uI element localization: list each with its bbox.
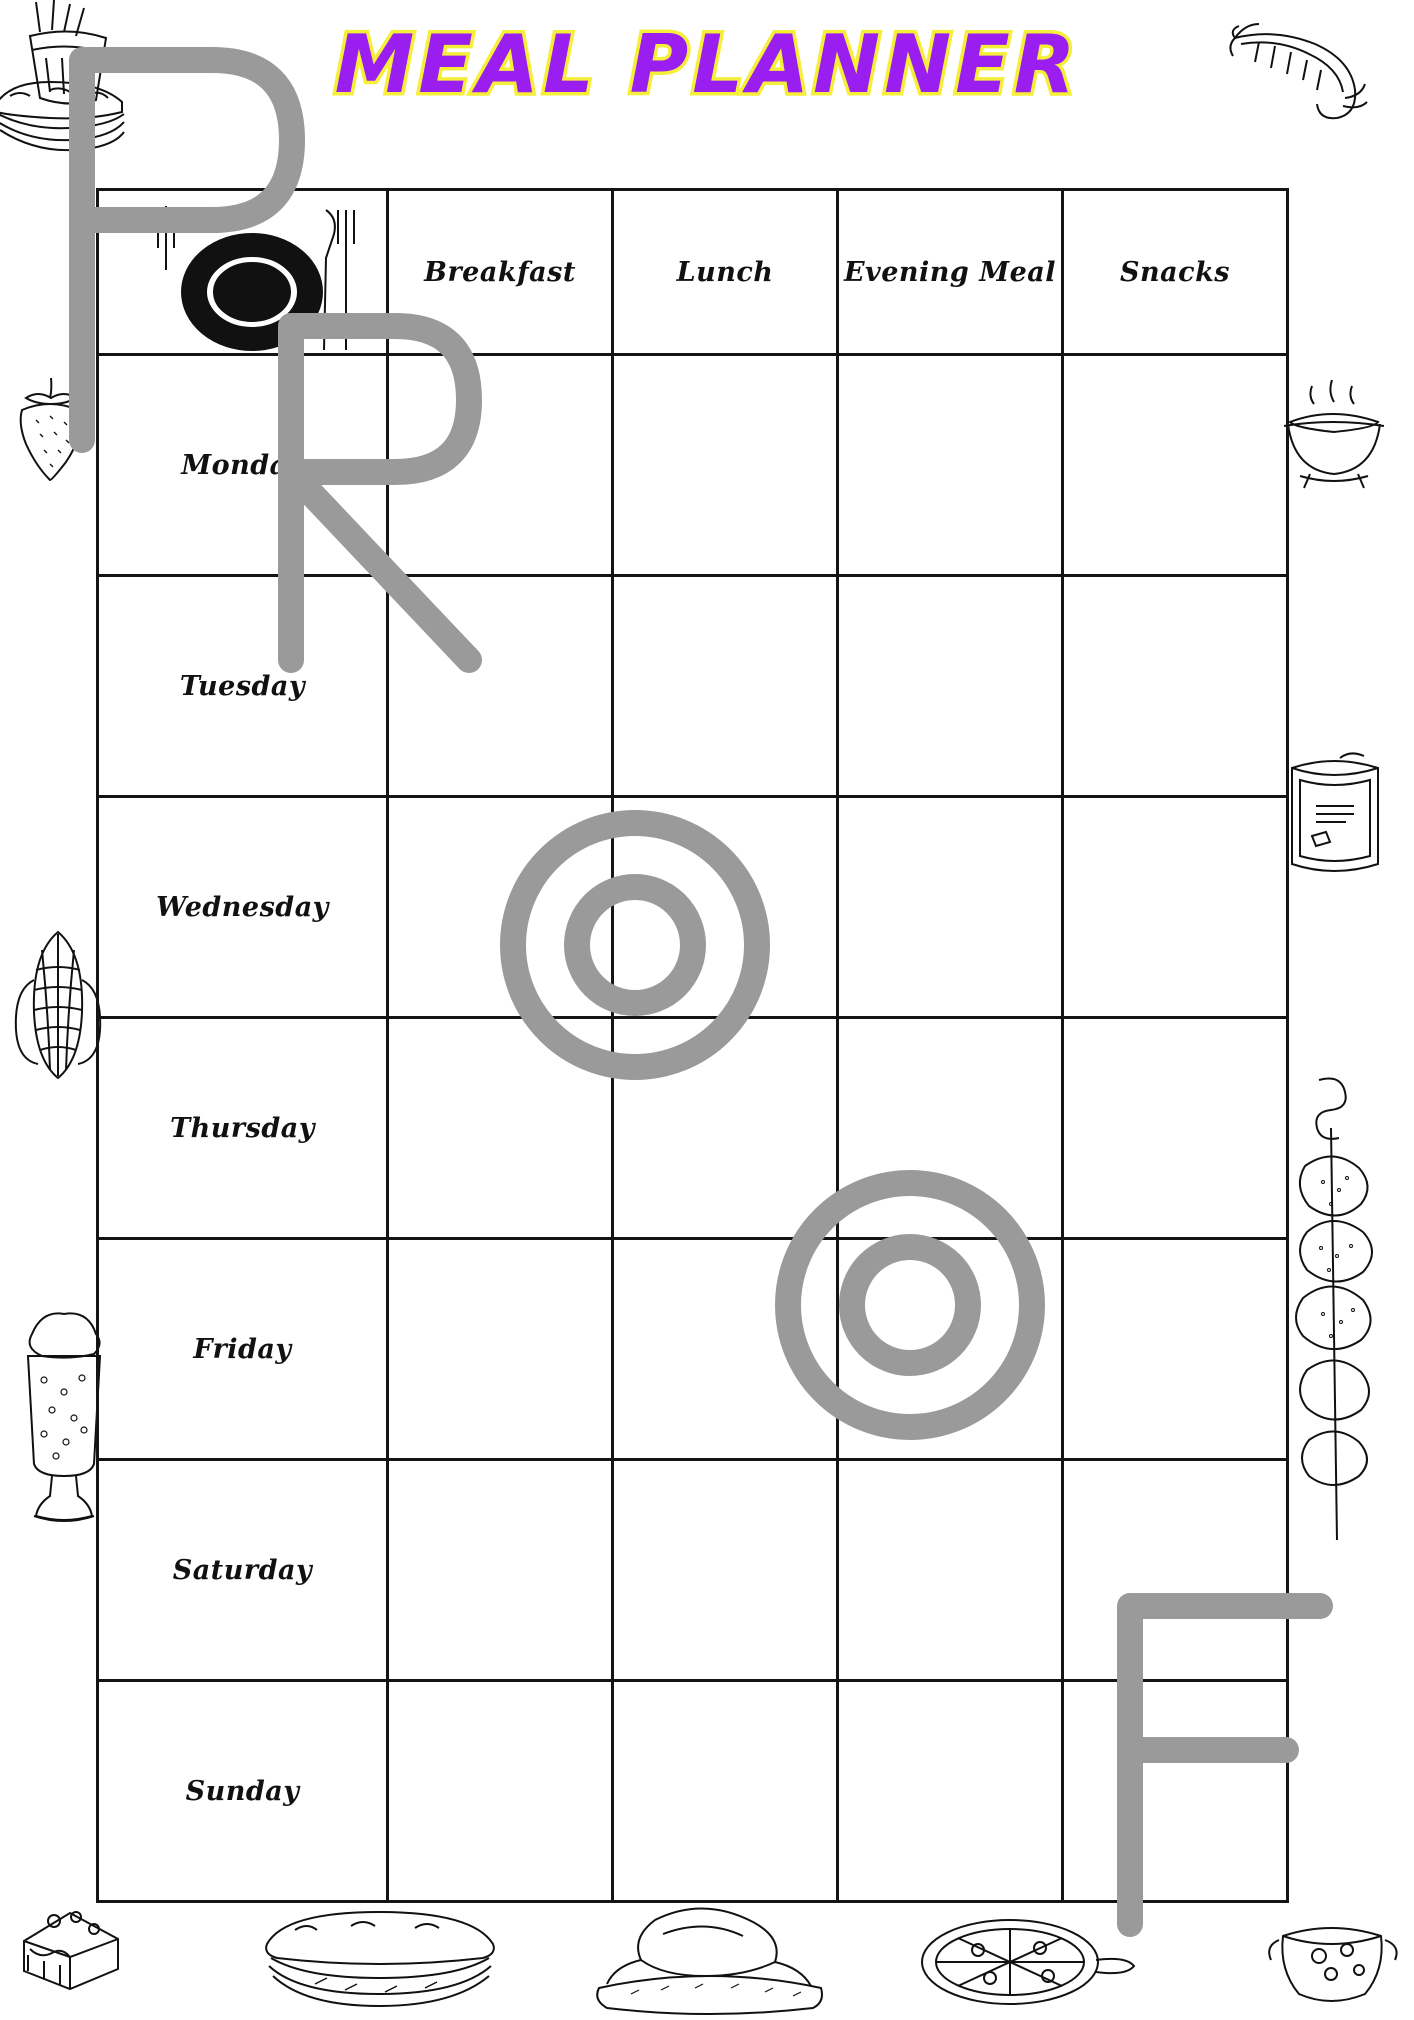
cell-saturday-evening-meal[interactable] xyxy=(838,1460,1063,1681)
page-header xyxy=(0,18,1414,111)
table-row xyxy=(98,1239,1288,1460)
day-label-tuesday: Tuesday xyxy=(98,576,388,797)
cell-wednesday-breakfast[interactable] xyxy=(388,797,613,1018)
table-header-row xyxy=(98,190,1288,355)
cell-thursday-breakfast[interactable] xyxy=(388,1018,613,1239)
cell-tuesday-evening-meal[interactable] xyxy=(838,576,1063,797)
cell-sunday-snacks[interactable] xyxy=(1063,1681,1288,1902)
cell-monday-breakfast[interactable] xyxy=(388,355,613,576)
table-row xyxy=(98,1681,1288,1902)
cell-thursday-lunch[interactable] xyxy=(613,1018,838,1239)
column-header-snacks: Snacks xyxy=(1063,190,1288,355)
cell-saturday-breakfast[interactable] xyxy=(388,1460,613,1681)
cell-tuesday-lunch[interactable] xyxy=(613,576,838,797)
tin-can-illustration xyxy=(1270,740,1400,890)
page-title: MEAL PLANNER xyxy=(334,18,1080,111)
column-header-evening-meal: Evening Meal xyxy=(838,190,1063,355)
cell-friday-lunch[interactable] xyxy=(613,1239,838,1460)
table-corner-cell xyxy=(98,190,388,355)
cell-monday-lunch[interactable] xyxy=(613,355,838,576)
cell-saturday-lunch[interactable] xyxy=(613,1460,838,1681)
table-row xyxy=(98,1018,1288,1239)
cell-friday-evening-meal[interactable] xyxy=(838,1239,1063,1460)
cell-sunday-evening-meal[interactable] xyxy=(838,1681,1063,1902)
cell-wednesday-evening-meal[interactable] xyxy=(838,797,1063,1018)
table-row xyxy=(98,1460,1288,1681)
pizza-illustration xyxy=(900,1900,1140,2020)
cell-sunday-breakfast[interactable] xyxy=(388,1681,613,1902)
table-row xyxy=(98,355,1288,576)
cell-thursday-evening-meal[interactable] xyxy=(838,1018,1063,1239)
submarine-sandwich-illustration xyxy=(255,1900,505,2020)
day-label-thursday: Thursday xyxy=(98,1018,388,1239)
table-row xyxy=(98,576,1288,797)
cell-sunday-lunch[interactable] xyxy=(613,1681,838,1902)
meal-planner-table xyxy=(96,188,1289,1903)
cell-monday-evening-meal[interactable] xyxy=(838,355,1063,576)
day-label-friday: Friday xyxy=(98,1239,388,1460)
roast-turkey-illustration xyxy=(585,1890,835,2020)
cooking-pot-illustration xyxy=(1265,1900,1405,2020)
cake-slice-illustration xyxy=(10,1895,130,1995)
column-header-breakfast: Breakfast xyxy=(388,190,613,355)
cell-wednesday-snacks[interactable] xyxy=(1063,797,1288,1018)
cell-tuesday-breakfast[interactable] xyxy=(388,576,613,797)
table-row xyxy=(98,797,1288,1018)
strawberry-illustration xyxy=(6,370,96,490)
day-label-saturday: Saturday xyxy=(98,1460,388,1681)
kebab-skewer-illustration xyxy=(1275,1070,1395,1550)
column-header-lunch: Lunch xyxy=(613,190,838,355)
cell-monday-snacks[interactable] xyxy=(1063,355,1288,576)
rice-bowl-illustration xyxy=(1270,370,1400,500)
corn-illustration xyxy=(8,920,108,1090)
cell-wednesday-lunch[interactable] xyxy=(613,797,838,1018)
cell-friday-snacks[interactable] xyxy=(1063,1239,1288,1460)
cell-friday-breakfast[interactable] xyxy=(388,1239,613,1460)
cell-thursday-snacks[interactable] xyxy=(1063,1018,1288,1239)
day-label-monday: Monday xyxy=(98,355,388,576)
cell-saturday-snacks[interactable] xyxy=(1063,1460,1288,1681)
cell-tuesday-snacks[interactable] xyxy=(1063,576,1288,797)
day-label-wednesday: Wednesday xyxy=(98,797,388,1018)
day-label-sunday: Sunday xyxy=(98,1681,388,1902)
